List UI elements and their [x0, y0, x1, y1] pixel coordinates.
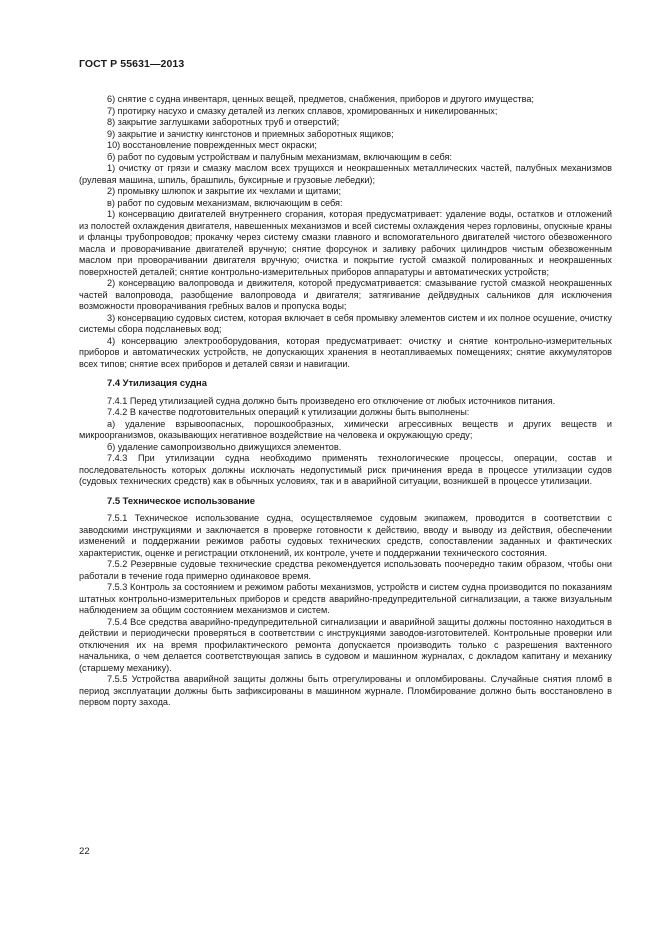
page-content [79, 94, 612, 709]
page-number: 22 [79, 846, 90, 857]
list-item: б) удаление самопроизвольно движущихся элементов. [107, 441, 342, 452]
paragraph: 7.4.1 Перед утилизацией судна должно быть произведено его отключение от любых источников питания. [107, 395, 556, 406]
paragraph: 7.4.3 При утилизации судна необходимо применять технологические процессы, операции, состав и последовательность которых должны исключать недопустимый риск причинения вреда в процессе утилизации судов (судовых технических средств) как в обычных условиях, так и в аварийной ситуации, возникшей в процессе утилизации. [79, 453, 612, 486]
list-item: в) работ по судовым механизмам, включающим в себя: [107, 197, 343, 208]
list-item: 8) закрытие заглушками заборотных труб и отверстий; [107, 117, 340, 127]
paragraph: 7.5.5 Устройства аварийной защиты должны быть отрегулированы и опломбированы. Случайные снятия пломб в период эксплуатации должны быть зафиксированы в машинном журнале. Пломбирование должно быть восстановлено в первом порту захода. [79, 674, 612, 707]
list-item: б) работ по судовым устройствам и палубным механизмам, включающим в себя: [107, 151, 452, 162]
list-item: 1) очистку от грязи и смазку маслом всех трущихся и неокрашенных металлических частей, палубных механизмов (рулевая машина, шпиль, брашпиль, буксирные и грузовые лебедки); [79, 163, 612, 185]
list-item: 2) консервацию валопровода и движителя, которой предусматривается: смазывание густой смазкой неокрашенных частей валопровода, разобщение валопровода и двигателя; затягивание дейдвудных сальников для исключения возможности проворачивания гребных валов и пропуска воды; [79, 278, 612, 311]
paragraph: 7.5.1 Техническое использование судна, осуществляемое судовым экипажем, проводится в соответствии с заводскими инструкциями и заключается в проверке готовности к действию, вводу и выводу из действия, обеспечении изменений и поддержании режимов работы судовых технических средств, сопоставлении заданных и фактических характеристик, оценке и регистрации отклонений, их контроле, учете и поддержании технического состояния. [79, 513, 612, 558]
list-item: 3) консервацию судовых систем, которая включает в себя промывку элементов систем и их полное осушение, очистку системы сбора подсланевых вод; [79, 312, 612, 334]
paragraph: 7.4.2 В качестве подготовительных операций к утилизации должны быть выполнены: [107, 407, 470, 417]
list-item: а) удаление взрывоопасных, порошкообразных, химически агрессивных веществ и других веществ и микроорганизмов, оказывающих негативное воздействие на человека и окружающую среду; [79, 418, 612, 440]
paragraph: 7.5.2 Резервные судовые технические средства рекомендуется использовать поочередно таким образом, чтобы они работали в течение года примерно одинаковое время. [79, 559, 612, 581]
paragraph: 7.5.3 Контроль за состоянием и режимом работы механизмов, устройств и систем судна производится по показаниям штатных контрольно-измерительных приборов и средств аварийно-предупредительной сигнализации, а также визуальным наблюдением за общим состоянием механизмов и систем. [79, 582, 612, 615]
list-item: 7) протирку насухо и смазку деталей из легких сплавов, хромированных и никелированных; [107, 105, 498, 116]
section-heading-7-4: 7.4 Утилизация судна [107, 377, 207, 388]
section-heading-7-5: 7.5 Техническое использование [107, 494, 255, 506]
list-item: 1) консервацию двигателей внутреннего сгорания, которая предусматривает: удаление воды, остатков и отложений из полостей охлаждения двигателя, навешенных механизмов и всей системы охлаждения через горловины, опускные краны и фланцы трубопроводов; прокачку через систему смазки главного и вспомогательного двигателей чистого обезвоженного масла и проворачивание двигателей вручную; снятие форсунок и заливку рабочих цилиндров чистым обезвоженным маслом при проворачивании двигателя вручную; очистка и покрытие густой смазкой полированных и неокрашенных поверхностей деталей; снятие контрольно-измерительных приборов аппаратуры и автоматических устройств; [79, 209, 612, 277]
document-header: ГОСТ Р 55631—2013 [79, 58, 185, 70]
list-item: 4) консервацию электрооборудования, которая предусматривает: очистку и снятие контрольно-измерительных приборов и автоматических устройств, не допускающих хранения в неотапливаемых помещениях; снятие аккумуляторов всех типов; снятие всех приборов и деталей связи и навигации. [79, 335, 612, 369]
list-item: 9) закрытие и зачистку кингстонов и приемных заборотных ящиков; [107, 128, 394, 139]
list-item: 2) промывку шлюпок и закрытие их чехлами и щитами; [107, 186, 342, 196]
list-item: 6) снятие с судна инвентаря, ценных вещей, предметов, снабжения, приборов и другого имущества; [107, 94, 534, 104]
list-item: 10) восстановление поврежденных мест окраски; [107, 140, 317, 150]
paragraph: 7.5.4 Все средства аварийно-предупредительной сигнализации и аварийной защиты должны постоянно находиться в действии и периодически проверяться в соответствии с инструкциями заводов-изготовителей. Контрольные проверки или отключения их на время профилактического ремонта допускается производить только с разрешения вахтенного начальника, о чем делается соответствующая запись в судовом и машинном журналах, с докладом капитану и механику (старшему механику). [79, 616, 612, 673]
